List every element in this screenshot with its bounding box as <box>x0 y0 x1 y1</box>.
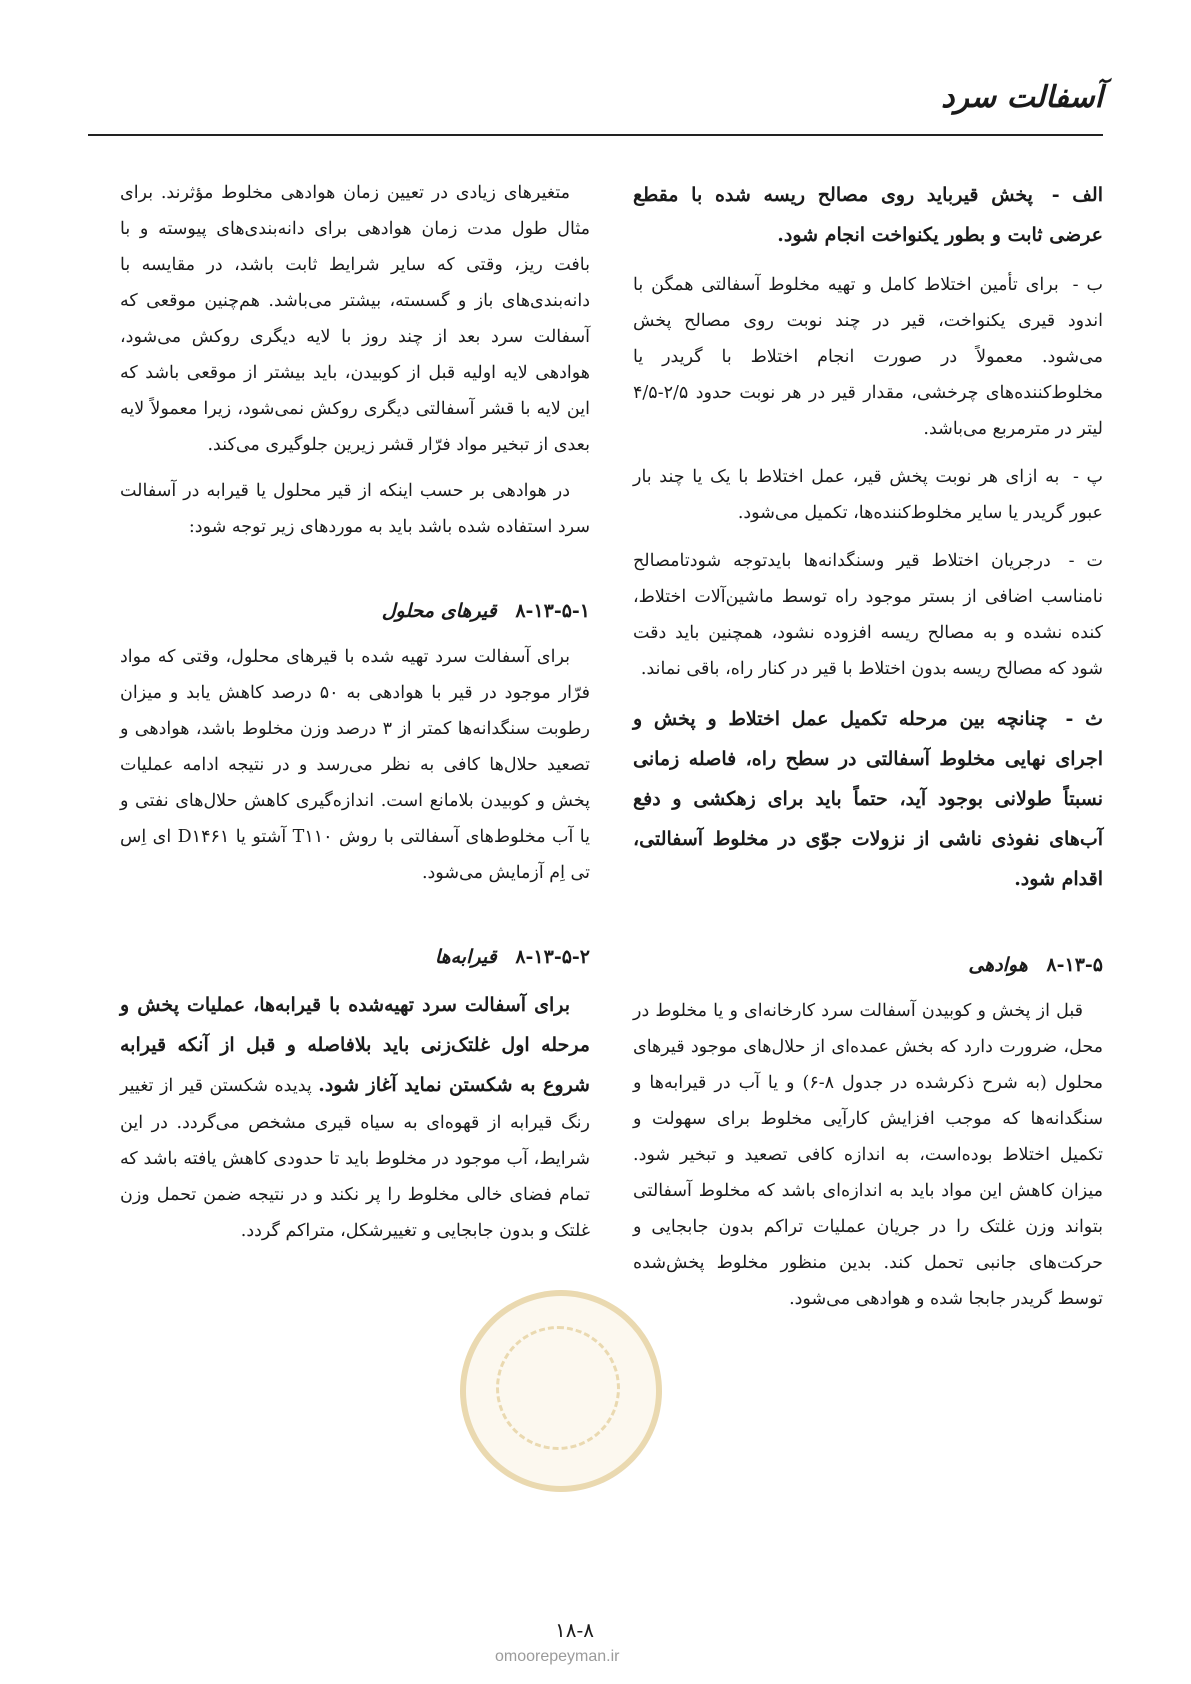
header-divider <box>88 134 1103 136</box>
section-number: ۸-۱۳-۵-۱ <box>515 600 590 622</box>
list-item-text: پخش قیرباید روی مصالح ریسه شده با مقطع عرضی ثابت و بطور یکنواخت انجام شود. <box>633 184 1103 246</box>
list-item <box>633 699 1103 899</box>
section-paragraph <box>120 985 590 1249</box>
list-item <box>633 267 1103 447</box>
emphasis-text: برای آسفالت سرد تهیه‌شده با قیرابه‌ها، عملیات پخش و مرحله اول غلتک‌زنی باید بلافاصله و قبل از آنکه قیرابه شروع به شکستن نماید آغاز شود. <box>120 994 590 1096</box>
list-item-text: به ازای هر نوبت پخش قیر، عمل اختلاط با یک یا چند بار عبور گریدر یا سایر مخلوط‌کننده‌ها، تکمیل می‌شود. <box>633 467 1103 523</box>
section-title: قیرابه‌ها <box>434 946 497 968</box>
watermark-seal-icon <box>460 1290 662 1492</box>
list-item <box>633 459 1103 531</box>
page-title: آسفالت سرد <box>941 80 1103 115</box>
list-item-label: ت - <box>1068 551 1103 571</box>
list-item-label: ب - <box>1072 275 1103 295</box>
section-heading-emulsion <box>120 939 590 975</box>
body-text: پدیده شکستن قیر از تغییر رنگ قیرابه از قهوه‌ای به سیاه قیری مشخص می‌گردد. در این شرایط، آب موجود در مخلوط باید تا حدودی کاهش یافته باشد که تمام فضای خالی مخلوط را پر نکند و در نتیجه ضمن تحمل وزن غلتک و بدون جابجایی و تغییرشکل، متراکم گردد. <box>120 1076 590 1241</box>
section-paragraph: قبل از پخش و کوبیدن آسفالت سرد کارخانه‌ای و یا مخلوط در محل، ضرورت دارد که بخش عمده‌ای از حلال‌های موجود قیرهای محلول (به شرح ذکرشده در جدول ۸-۶) و یا آب در قیرابه‌ها و سنگدانه‌ها که موجب افزایش کارآیی مخلوط برای سهولت و تکمیل اختلاط بوده‌است، به اندازه کافی تصعید و تبخیر شود. میزان کاهش این مواد باید به اندازه‌ای باشد که مخلوط آسفالتی بتواند وزن غلتک را در جریان عملیات تراکم بدون جابجایی و حرکت‌های جانبی تحمل کند. بدین منظور مخلوط پخش‌شده توسط گریدر جابجا شده و هوادهی می‌شود. <box>633 1001 1103 1309</box>
left-column <box>120 175 590 1259</box>
list-item-label: الف - <box>1051 184 1103 206</box>
list-item-text: درجریان اختلاط قیر وسنگدانه‌ها بایدتوجه شودتامصالح نامناسب اضافی از بستر موجود راه توسط ماشین‌آلات اختلاط، کنده نشده و به مصالح ریسه افزوده نشود، همچنین باید دقت شود که مصالح ریسه بدون اختلاط با قیر در کنار راه، باقی نماند. <box>633 551 1103 679</box>
section-title: هوادهی <box>968 954 1028 976</box>
list-item-text: برای تأمین اختلاط کامل و تهیه مخلوط آسفالتی همگن با اندود قیری یکنواخت، قیر در چند نوبت روی مصالح پخش می‌شود. معمولاً در صورت انجام اختلاط با گریدر یا مخلوط‌کننده‌های چرخشی، مقدار قیر در هر نوبت حدود ۲/۵-۴/۵ لیتر در مترمربع می‌باشد. <box>633 275 1103 439</box>
site-watermark: omoorepeyman.ir <box>495 1648 620 1665</box>
section-number: ۸-۱۳-۵-۲ <box>515 946 590 968</box>
intro-paragraph: در هوادهی بر حسب اینکه از قیر محلول یا قیرابه در آسفالت سرد استفاده شده باشد باید به موردهای زیر توجه شود: <box>120 481 590 537</box>
list-item <box>633 175 1103 255</box>
list-item-label: پ - <box>1072 467 1103 487</box>
section-title: قیرهای محلول <box>381 600 497 622</box>
list-item <box>633 543 1103 687</box>
section-heading-cutback <box>120 593 590 629</box>
intro-paragraph: متغیرهای زیادی در تعیین زمان هوادهی مخلوط مؤثرند. برای مثال طول مدت زمان هوادهی برای دانه‌بندی‌های پیوسته و با بافت ریز، وقتی که سایر شرایط ثابت باشد، در مقایسه با دانه‌بندی‌های باز و گسسته، بیشتر می‌باشد. هم‌چنین موقعی که آسفالت سرد بعد از چند روز با لایه دیگری روکش می‌شود، هوادهی لایه اولیه قبل از کوبیدن، باید بیشتر از موقعی باشد که این لایه با قشر آسفالتی دیگری روکش نمی‌شود، زیرا معمولاً لایه بعدی از تبخیر مواد فرّار قشر زیرین جلوگیری می‌کند. <box>120 183 590 455</box>
list-item-text: چنانچه بین مرحله تکمیل عمل اختلاط و پخش و اجرای نهایی مخلوط آسفالتی در سطح راه، فاصله زمانی نسبتاً طولانی بوجود آید، حتماً باید برای زهکشی و دفع آب‌های نفوذی ناشی از نزولات جوّی در مخلوط آسفالتی، اقدام شود. <box>633 708 1103 890</box>
section-number: ۸-۱۳-۵ <box>1046 954 1103 976</box>
page-number: ۱۸-۸ <box>555 1618 594 1642</box>
right-column <box>633 175 1103 1327</box>
section-heading-aeration <box>633 947 1103 983</box>
watermark-inner-ring <box>496 1326 620 1450</box>
section-paragraph: برای آسفالت سرد تهیه شده با قیرهای محلول، وقتی که مواد فرّار موجود در قیر با هوادهی به ۵۰ درصد کاهش یابد و میزان رطوبت سنگدانه‌ها کمتر از ۳ درصد وزن مخلوط باشد، هوادهی و تصعید حلال‌ها کافی به نظر می‌رسد و در نتیجه ادامه عملیات پخش و کوبیدن بلامانع است. اندازه‌گیری کاهش حلال‌های نفتی و یا آب مخلوط‌های آسفالتی با روش T۱۱۰ آشتو یا D۱۴۶۱ ای اِس تی اِم آزمایش می‌شود. <box>120 647 590 883</box>
list-item-label: ث - <box>1065 708 1104 730</box>
